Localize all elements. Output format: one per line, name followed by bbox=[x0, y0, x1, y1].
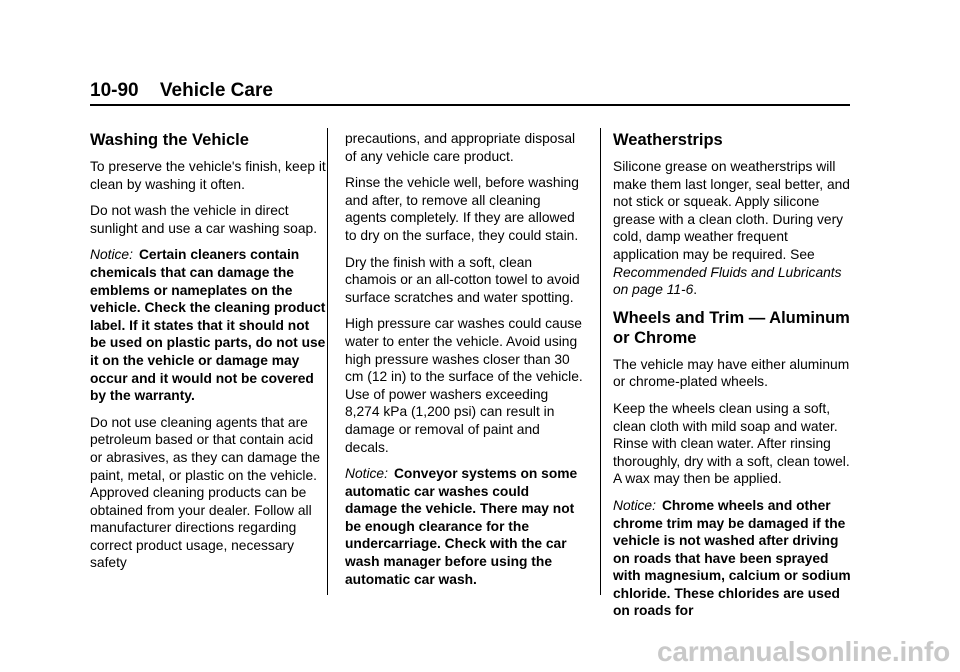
section-title: Vehicle Care bbox=[159, 80, 273, 101]
paragraph: Keep the wheels clean using a soft, clean cloth with mild soap and water. Rinse with clean water. After rinsing thoroughly, dry with a soft, clean towel. A wax may then be applied. bbox=[613, 400, 850, 487]
paragraph: precautions, and appropriate disposal of any vehicle care product. bbox=[345, 131, 576, 164]
paragraph: Dry the finish with a soft, clean chamois or an all-cotton towel to avoid surface scratches and water spotting. bbox=[345, 254, 580, 305]
notice-label: Notice: bbox=[90, 247, 133, 263]
column-1 bbox=[90, 130, 328, 581]
watermark: carmanualsonline.info bbox=[657, 636, 950, 667]
column-divider-2 bbox=[600, 128, 601, 595]
page-header bbox=[90, 80, 850, 102]
paragraph: Do not use cleaning agents that are petroleum based or that contain acid or abrasives, as they can damage the paint, metal, or plastic on the vehicle. Approved cleaning products can be obtained from your dealer. Follow all manufacturer directions regarding correct product usage, necessary safety bbox=[90, 414, 321, 571]
notice-label: Notice: bbox=[613, 497, 656, 513]
notice bbox=[345, 465, 583, 588]
notice-text: Certain cleaners contain chemicals that can damage the emblems or nameplates on the vehicle. Check the cleaning product label. If it states that it should not be used on plastic parts, do not use it on the vehicle or damage may occur and it would not be covered by the warranty. bbox=[90, 247, 326, 404]
notice bbox=[613, 497, 851, 620]
column-2 bbox=[345, 130, 583, 597]
paragraph: Do not wash the vehicle in direct sunlight and use a car washing soap. bbox=[90, 203, 318, 236]
paragraph-end: . bbox=[693, 282, 698, 298]
paragraph bbox=[613, 158, 851, 299]
heading-weatherstrips: Weatherstrips bbox=[613, 131, 723, 149]
header-rule bbox=[90, 104, 850, 106]
cross-reference-link[interactable]: Recommended Fluids and Lubricants on page 11-6 bbox=[613, 264, 842, 298]
notice bbox=[90, 246, 328, 404]
column-3 bbox=[613, 130, 851, 629]
heading-wheels-and-trim: Wheels and Trim — Aluminum or Chrome bbox=[613, 308, 850, 347]
paragraph: The vehicle may have either aluminum or chrome-plated wheels. bbox=[613, 356, 850, 390]
heading-washing-the-vehicle: Washing the Vehicle bbox=[90, 131, 249, 149]
notice-text: Conveyor systems on some automatic car washes could damage the vehicle. There may not be enough clearance for the undercarriage. Check with the car wash manager before using the automatic car wash. bbox=[345, 466, 578, 587]
notice-label: Notice: bbox=[345, 466, 388, 482]
paragraph: High pressure car washes could cause water to enter the vehicle. Avoid using high pressure washes closer than 30 cm (12 in) to the surface of the vehicle. Use of power washers exceeding 8,274 kPa (1,200 psi) can result in damage or removal of paint and decals. bbox=[345, 316, 583, 455]
paragraph: Rinse the vehicle well, before washing and after, to remove all cleaning agents completely. If they are allowed to dry on the surface, they could stain. bbox=[345, 175, 579, 243]
paragraph: To preserve the vehicle's finish, keep it clean by washing it often. bbox=[90, 159, 326, 192]
paragraph-text: Silicone grease on weatherstrips will make them last longer, seal better, and not stick or squeak. Apply silicone grease with a clean cloth. During very cold, damp weather frequent application may be required. See bbox=[613, 159, 850, 262]
page-number: 10-90 bbox=[90, 80, 139, 101]
notice-text: Chrome wheels and other chrome trim may be damaged if the vehicle is not washed after driving on roads that have been sprayed with magnesium, calcium or sodium chloride. These chlorides are used on roads for bbox=[613, 497, 851, 619]
